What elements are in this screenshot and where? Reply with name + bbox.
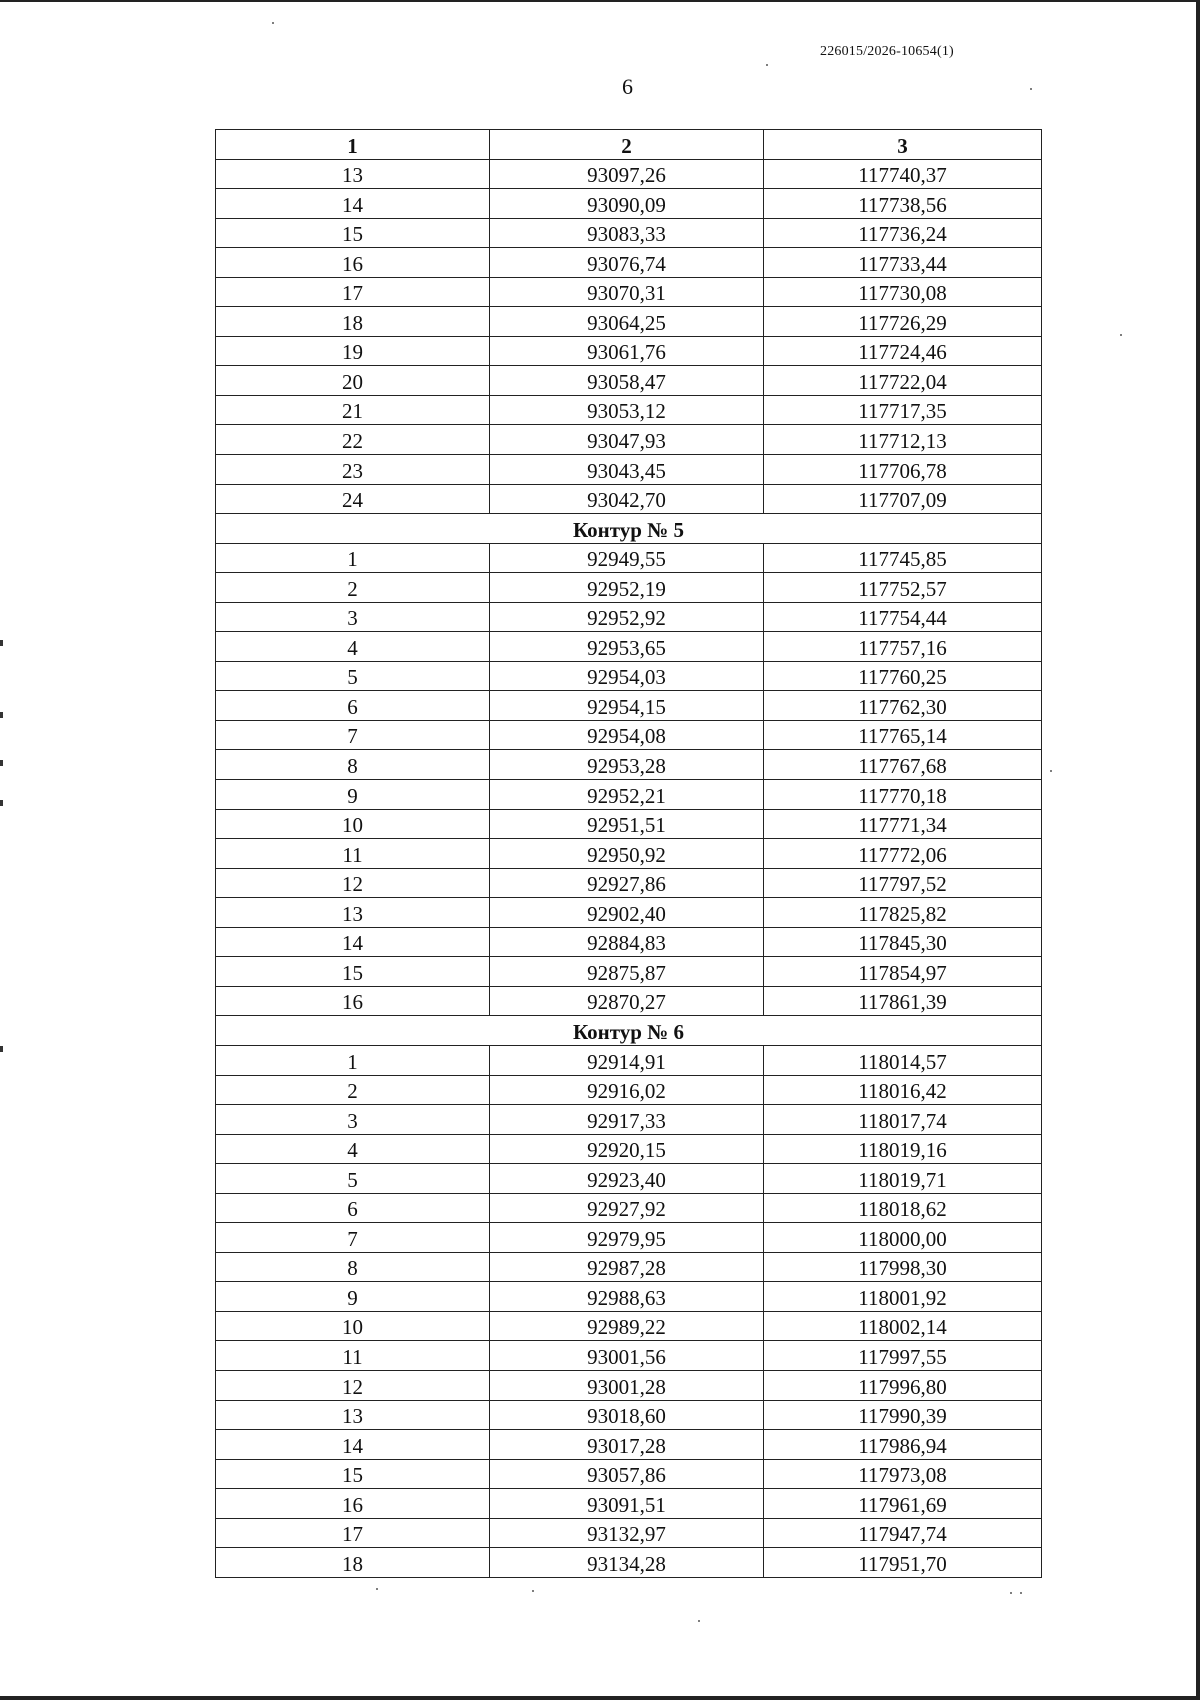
y-coordinate-cell: 117722,04	[764, 366, 1042, 396]
table-row	[216, 277, 1042, 307]
table-row	[216, 455, 1042, 485]
y-coordinate-cell: 117947,74	[764, 1518, 1042, 1548]
point-number-cell: 23	[216, 455, 490, 485]
x-coordinate-cell: 93070,31	[490, 277, 764, 307]
point-number-cell: 14	[216, 1430, 490, 1460]
point-number-cell: 6	[216, 691, 490, 721]
scan-edge-mark	[0, 760, 3, 766]
table-row	[216, 780, 1042, 810]
x-coordinate-cell: 92949,55	[490, 543, 764, 573]
table-row	[216, 898, 1042, 928]
table-row	[216, 868, 1042, 898]
x-coordinate-cell: 92951,51	[490, 809, 764, 839]
x-coordinate-cell: 92916,02	[490, 1075, 764, 1105]
scan-edge-mark	[0, 1046, 3, 1052]
y-coordinate-cell: 117738,56	[764, 189, 1042, 219]
table-row	[216, 1489, 1042, 1519]
y-coordinate-cell: 118000,00	[764, 1223, 1042, 1253]
table-row	[216, 1400, 1042, 1430]
point-number-cell: 7	[216, 720, 490, 750]
x-coordinate-cell: 93097,26	[490, 159, 764, 189]
point-number-cell: 15	[216, 957, 490, 987]
table-row	[216, 1459, 1042, 1489]
x-coordinate-cell: 92988,63	[490, 1282, 764, 1312]
point-number-cell: 3	[216, 1105, 490, 1135]
point-number-cell: 18	[216, 307, 490, 337]
x-coordinate-cell: 93132,97	[490, 1518, 764, 1548]
table-row	[216, 809, 1042, 839]
point-number-cell: 14	[216, 189, 490, 219]
y-coordinate-cell: 117772,06	[764, 839, 1042, 869]
point-number-cell: 13	[216, 898, 490, 928]
scan-speck	[272, 22, 274, 24]
y-coordinate-cell: 117733,44	[764, 248, 1042, 278]
table-row	[216, 632, 1042, 662]
point-number-cell: 13	[216, 159, 490, 189]
y-coordinate-cell: 117752,57	[764, 573, 1042, 603]
y-coordinate-cell: 117726,29	[764, 307, 1042, 337]
y-coordinate-cell: 117724,46	[764, 336, 1042, 366]
point-number-cell: 1	[216, 543, 490, 573]
point-number-cell: 21	[216, 395, 490, 425]
point-number-cell: 2	[216, 573, 490, 603]
table-row	[216, 1518, 1042, 1548]
table-row	[216, 927, 1042, 957]
y-coordinate-cell: 117996,80	[764, 1370, 1042, 1400]
point-number-cell: 17	[216, 1518, 490, 1548]
x-coordinate-cell: 92953,65	[490, 632, 764, 662]
x-coordinate-cell: 92870,27	[490, 986, 764, 1016]
table-row	[216, 1075, 1042, 1105]
page-border-bottom	[0, 1696, 1200, 1700]
point-number-cell: 17	[216, 277, 490, 307]
table-row	[216, 366, 1042, 396]
point-number-cell: 11	[216, 839, 490, 869]
y-coordinate-cell: 117712,13	[764, 425, 1042, 455]
scan-edge-mark	[0, 800, 3, 806]
table-row	[216, 1370, 1042, 1400]
point-number-cell: 10	[216, 1311, 490, 1341]
y-coordinate-cell: 117797,52	[764, 868, 1042, 898]
y-coordinate-cell: 117767,68	[764, 750, 1042, 780]
scan-speck	[1050, 770, 1052, 772]
table-row	[216, 159, 1042, 189]
y-coordinate-cell: 117745,85	[764, 543, 1042, 573]
y-coordinate-cell: 118017,74	[764, 1105, 1042, 1135]
point-number-cell: 22	[216, 425, 490, 455]
x-coordinate-cell: 92954,15	[490, 691, 764, 721]
page-border-right	[1196, 0, 1200, 1700]
point-number-cell: 7	[216, 1223, 490, 1253]
page-border-top	[0, 0, 1200, 2]
point-number-cell: 12	[216, 868, 490, 898]
table-row	[216, 957, 1042, 987]
point-number-cell: 9	[216, 780, 490, 810]
x-coordinate-cell: 93001,56	[490, 1341, 764, 1371]
x-coordinate-cell: 93134,28	[490, 1548, 764, 1578]
y-coordinate-cell: 117762,30	[764, 691, 1042, 721]
point-number-cell: 14	[216, 927, 490, 957]
scan-speck	[766, 64, 768, 66]
y-coordinate-cell: 117986,94	[764, 1430, 1042, 1460]
point-number-cell: 4	[216, 1134, 490, 1164]
x-coordinate-cell: 92987,28	[490, 1252, 764, 1282]
x-coordinate-cell: 92927,86	[490, 868, 764, 898]
y-coordinate-cell: 118016,42	[764, 1075, 1042, 1105]
table-row	[216, 307, 1042, 337]
table-row	[216, 839, 1042, 869]
x-coordinate-cell: 93064,25	[490, 307, 764, 337]
y-coordinate-cell: 117771,34	[764, 809, 1042, 839]
table-row	[216, 336, 1042, 366]
x-coordinate-cell: 93058,47	[490, 366, 764, 396]
y-coordinate-cell: 118014,57	[764, 1045, 1042, 1075]
table-row	[216, 484, 1042, 514]
contour-section-row	[216, 1016, 1042, 1046]
x-coordinate-cell: 92952,21	[490, 780, 764, 810]
x-coordinate-cell: 93090,09	[490, 189, 764, 219]
y-coordinate-cell: 117717,35	[764, 395, 1042, 425]
table-row	[216, 1164, 1042, 1194]
y-coordinate-cell: 118019,16	[764, 1134, 1042, 1164]
table-row	[216, 1311, 1042, 1341]
x-coordinate-cell: 92952,92	[490, 602, 764, 632]
contour-title: Контур № 6	[216, 1016, 1042, 1046]
point-number-cell: 9	[216, 1282, 490, 1312]
point-number-cell: 1	[216, 1045, 490, 1075]
y-coordinate-cell: 117997,55	[764, 1341, 1042, 1371]
y-coordinate-cell: 117754,44	[764, 602, 1042, 632]
y-coordinate-cell: 117730,08	[764, 277, 1042, 307]
x-coordinate-cell: 92979,95	[490, 1223, 764, 1253]
x-coordinate-cell: 93042,70	[490, 484, 764, 514]
point-number-cell: 5	[216, 1164, 490, 1194]
contour-title: Контур № 5	[216, 514, 1042, 544]
table-row	[216, 425, 1042, 455]
table-row	[216, 189, 1042, 219]
y-coordinate-cell: 117770,18	[764, 780, 1042, 810]
point-number-cell: 20	[216, 366, 490, 396]
x-coordinate-cell: 93001,28	[490, 1370, 764, 1400]
document-number: 226015/2026-10654(1)	[820, 44, 954, 59]
x-coordinate-cell: 92914,91	[490, 1045, 764, 1075]
x-coordinate-cell: 92902,40	[490, 898, 764, 928]
x-coordinate-cell: 93047,93	[490, 425, 764, 455]
y-coordinate-cell: 117854,97	[764, 957, 1042, 987]
x-coordinate-cell: 92884,83	[490, 927, 764, 957]
x-coordinate-cell: 92952,19	[490, 573, 764, 603]
page-number: 6	[622, 74, 633, 99]
table-row	[216, 1282, 1042, 1312]
y-coordinate-cell: 118002,14	[764, 1311, 1042, 1341]
point-number-cell: 6	[216, 1193, 490, 1223]
y-coordinate-cell: 118001,92	[764, 1282, 1042, 1312]
point-number-cell: 10	[216, 809, 490, 839]
y-coordinate-cell: 118019,71	[764, 1164, 1042, 1194]
y-coordinate-cell: 118018,62	[764, 1193, 1042, 1223]
point-number-cell: 8	[216, 750, 490, 780]
y-coordinate-cell: 117757,16	[764, 632, 1042, 662]
table-row	[216, 661, 1042, 691]
x-coordinate-cell: 92954,03	[490, 661, 764, 691]
y-coordinate-cell: 117845,30	[764, 927, 1042, 957]
scan-speck	[532, 1590, 534, 1592]
x-coordinate-cell: 93083,33	[490, 218, 764, 248]
x-coordinate-cell: 93043,45	[490, 455, 764, 485]
x-coordinate-cell: 92917,33	[490, 1105, 764, 1135]
header-cell-y: 3	[764, 130, 1042, 160]
point-number-cell: 16	[216, 1489, 490, 1519]
table-row	[216, 543, 1042, 573]
table-row	[216, 691, 1042, 721]
y-coordinate-cell: 117861,39	[764, 986, 1042, 1016]
x-coordinate-cell: 92927,92	[490, 1193, 764, 1223]
x-coordinate-cell: 92920,15	[490, 1134, 764, 1164]
scan-speck	[1020, 1592, 1022, 1594]
y-coordinate-cell: 117740,37	[764, 159, 1042, 189]
table-row	[216, 986, 1042, 1016]
table-row	[216, 1134, 1042, 1164]
table-row	[216, 602, 1042, 632]
point-number-cell: 8	[216, 1252, 490, 1282]
point-number-cell: 5	[216, 661, 490, 691]
table-row	[216, 573, 1042, 603]
x-coordinate-cell: 93018,60	[490, 1400, 764, 1430]
x-coordinate-cell: 93057,86	[490, 1459, 764, 1489]
y-coordinate-cell: 117990,39	[764, 1400, 1042, 1430]
y-coordinate-cell: 117973,08	[764, 1459, 1042, 1489]
table-row	[216, 1105, 1042, 1135]
x-coordinate-cell: 92953,28	[490, 750, 764, 780]
y-coordinate-cell: 117961,69	[764, 1489, 1042, 1519]
scan-speck	[1030, 88, 1032, 90]
y-coordinate-cell: 117765,14	[764, 720, 1042, 750]
x-coordinate-cell: 93053,12	[490, 395, 764, 425]
y-coordinate-cell: 117825,82	[764, 898, 1042, 928]
table-row	[216, 1341, 1042, 1371]
header-cell-point-number: 1	[216, 130, 490, 160]
y-coordinate-cell: 117706,78	[764, 455, 1042, 485]
header-cell-x: 2	[490, 130, 764, 160]
table-row	[216, 1430, 1042, 1460]
table-row	[216, 1252, 1042, 1282]
x-coordinate-cell: 93061,76	[490, 336, 764, 366]
table-header-row	[216, 130, 1042, 160]
table-row	[216, 395, 1042, 425]
y-coordinate-cell: 117736,24	[764, 218, 1042, 248]
x-coordinate-cell: 92875,87	[490, 957, 764, 987]
x-coordinate-cell: 93017,28	[490, 1430, 764, 1460]
point-number-cell: 15	[216, 218, 490, 248]
x-coordinate-cell: 93076,74	[490, 248, 764, 278]
scan-speck	[1010, 1592, 1012, 1594]
point-number-cell: 4	[216, 632, 490, 662]
point-number-cell: 19	[216, 336, 490, 366]
scan-speck	[376, 1588, 378, 1590]
point-number-cell: 12	[216, 1370, 490, 1400]
scan-speck	[698, 1620, 700, 1622]
table-row	[216, 1193, 1042, 1223]
point-number-cell: 24	[216, 484, 490, 514]
point-number-cell: 18	[216, 1548, 490, 1578]
table-row	[216, 1045, 1042, 1075]
point-number-cell: 16	[216, 248, 490, 278]
y-coordinate-cell: 117998,30	[764, 1252, 1042, 1282]
point-number-cell: 3	[216, 602, 490, 632]
table-row	[216, 1548, 1042, 1578]
coordinates-table	[215, 129, 1042, 1578]
scan-edge-mark	[0, 640, 3, 646]
point-number-cell: 13	[216, 1400, 490, 1430]
point-number-cell: 15	[216, 1459, 490, 1489]
x-coordinate-cell: 92989,22	[490, 1311, 764, 1341]
x-coordinate-cell: 93091,51	[490, 1489, 764, 1519]
scan-edge-mark	[0, 712, 3, 718]
contour-section-row	[216, 514, 1042, 544]
table-row	[216, 218, 1042, 248]
y-coordinate-cell: 117951,70	[764, 1548, 1042, 1578]
y-coordinate-cell: 117760,25	[764, 661, 1042, 691]
y-coordinate-cell: 117707,09	[764, 484, 1042, 514]
x-coordinate-cell: 92954,08	[490, 720, 764, 750]
point-number-cell: 11	[216, 1341, 490, 1371]
x-coordinate-cell: 92923,40	[490, 1164, 764, 1194]
x-coordinate-cell: 92950,92	[490, 839, 764, 869]
scan-speck	[1120, 334, 1122, 336]
table-row	[216, 750, 1042, 780]
coordinates-table-body	[216, 130, 1042, 1578]
table-row	[216, 1223, 1042, 1253]
table-row	[216, 720, 1042, 750]
point-number-cell: 16	[216, 986, 490, 1016]
table-row	[216, 248, 1042, 278]
point-number-cell: 2	[216, 1075, 490, 1105]
